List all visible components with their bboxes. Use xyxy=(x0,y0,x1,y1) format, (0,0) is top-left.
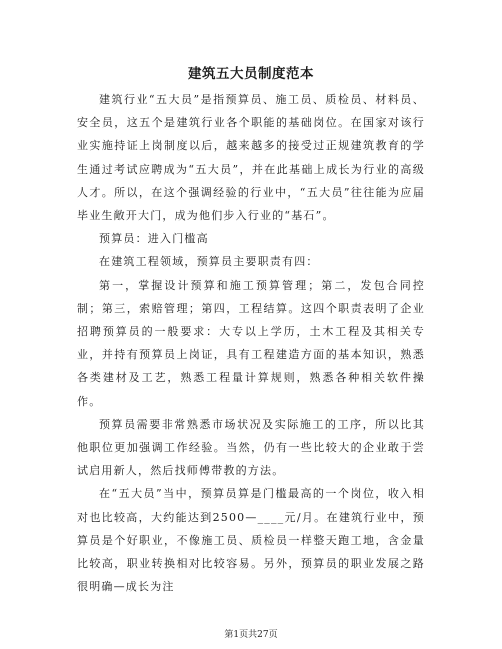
paragraph: 在“五大员”当中，预算员算是门槛最高的一个岗位，收入相对也比较高，大约能达到2500—____元/月。在建筑行业中，预算员是个好职业，不像施工员、质检员一样整天跑工地，含金量比较高，职业转换相对比较容易。另外，预算员的职业发展之路很明确—成长为注 xyxy=(77,487,425,594)
paragraph: 第一，掌握设计预算和施工预算管理；第二，发包合同控制；第三，索赔管理；第四，工程结算。这四个职责表明了企业招聘预算员的一般要求：大专以上学历，土木工程及其相关专业，并持有预算员上岗证，具有工程建造方面的基本知识，熟悉各类建材及工艺，熟悉工程量计算规则，熟悉各种相关软件操作。 xyxy=(77,278,425,408)
document-body xyxy=(77,88,425,598)
paragraph: 建筑行业“五大员”是指预算员、施工员、质检员、材料员、安全员，这五个是建筑行业各个职能的基础岗位。在国家对该行业实施持证上岗制度以后，越来越多的接受过正规建筑教育的学生通过考试应聘成为“五大员”，并在此基础上成长为行业的高级人才。所以，在这个强调经验的行业中，“五大员”往往能为应届毕业生敞开大门，成为他们步入行业的“基石”。 xyxy=(77,93,425,223)
page-number: 第1页共27页 xyxy=(224,630,278,640)
section-heading: 预算员：进入门槛高 xyxy=(99,232,209,246)
paragraph: 预算员需要非常熟悉市场状况及实际施工的工序，所以比其他职位更加强调工作经验。当然，仍有一些比较大的企业敢于尝试启用新人，然后找师傅带教的方法。 xyxy=(77,417,425,478)
document-title: 建筑五大员制度范本 xyxy=(188,66,314,82)
paragraph: 在建筑工程领域，预算员主要职责有四： xyxy=(99,255,319,269)
